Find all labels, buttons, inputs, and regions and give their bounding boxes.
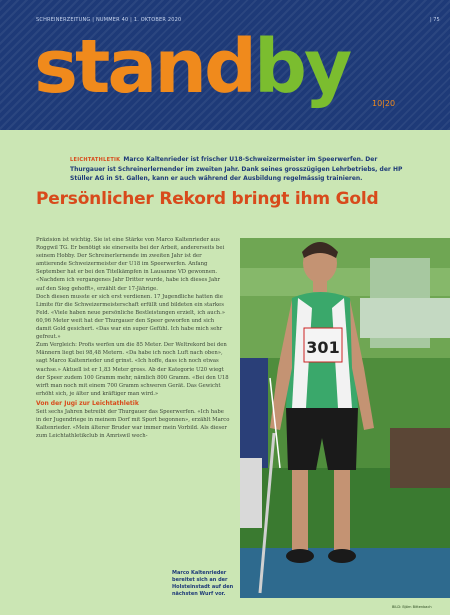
photo-caption: Marco Kaltenrieder bereitet sich an der Holsteinstadt auf den nächsten Wurf vor.	[172, 570, 234, 597]
body-subheading: Von der Jugi zur Leichtathletik	[36, 399, 139, 407]
publication-line: SCHREINERZEITUNG | NUMMER 40 | 1. OKTOBER 2020	[36, 17, 182, 23]
bib-number: 301	[306, 338, 340, 357]
logo-stand: stand	[34, 24, 255, 110]
logo-by: by	[254, 24, 350, 110]
photo-credit: BILD: Björn Bittenbach	[392, 605, 432, 609]
issue-number: 10|20	[372, 99, 396, 108]
body-paragraph-1: Präzision ist wichtig. Sie ist eine Stärke von Marco Kaltenrieder aus Roggwil TG. Er benötigt sie einerseits bei der Arbeit, andererseits bei seinem Hobby. Der Schreinerlernende im zweiten Jahr ist der amtierende Schweizermeister der U18 im Speerwerfen. Anfang September hat er bei den Titelkämpfen in Lausanne VD gewonnen. «Nachdem ich vergangenes Jahr Dritter wurde, habe ich dieses Jahr auf den Sieg gehofft», erzählt der 17-Jährige.	[36, 237, 225, 292]
article-body	[36, 236, 230, 440]
page-number: | 75	[430, 17, 440, 23]
body-paragraph-4: Seit sechs Jahren betreibt der Thurgauer das Speerwerfen. «Ich habe in der Jugendriege in meinem Dorf mit Sport begonnen», erzählt Marco Kaltenrieder. «Mein älterer Bruder war immer mein Vorbild. Als dieser zum Leichtathletikclub in Amriswil wech-	[36, 408, 230, 440]
body-paragraph-2: Doch diesen musste er sich erst verdienen. 17 Jugendliche hatten die Limite für die Schweizermeisterschaft erfüllt und bildeten ein starkes Feld. «Viele haben neue persönliche Bestleistungen erzielt, ich auch.» 60,96 Meter weit hat der Thurgauer den Speer geworfen und sich damit Gold gesichert. «Das war ein super Gefühl. Ich habe mich sehr gefreut.»	[36, 293, 226, 341]
standby-logo	[34, 24, 350, 110]
athlete-photo	[240, 238, 450, 598]
article-headline: Persönlicher Rekord bringt ihm Gold	[36, 189, 379, 209]
lead-kicker: LEICHTATHLETIK	[70, 157, 121, 163]
lead-text: Marco Kaltenrieder ist frischer U18-Schweizermeister im Speerwerfen. Der Thurgauer ist Schreinerlernender im zweiten Jahr. Dank seines grosszügigen Lehrbetriebs, der HP Stüller AG in St. Gallen, kann er auch während der Ausbildung regelmässig trainieren.	[70, 156, 403, 182]
body-paragraph-3: Zum Vergleich: Profis werfen um die 85 Meter. Der Weltrekord bei den Männern liegt bei 98,48 Metern. «Da habe ich noch Luft nach oben», sagt Marco Kaltenrieder und grinst. «Ich hoffe, dass ich noch etwas wachse.» Aktuell ist er 1,83 Meter gross. Ab der Kategorie U20 wiegt der Speer zudem 100 Gramm mehr, nämlich 800 Gramm. «Bei den U18 wirft man noch mit einem 700 Gramm schweren Gerät. Das Gewicht erhöht sich, je älter und kräftiger man wird.»	[36, 342, 229, 397]
athlete-illustration	[240, 238, 450, 598]
lead-paragraph	[70, 155, 410, 183]
